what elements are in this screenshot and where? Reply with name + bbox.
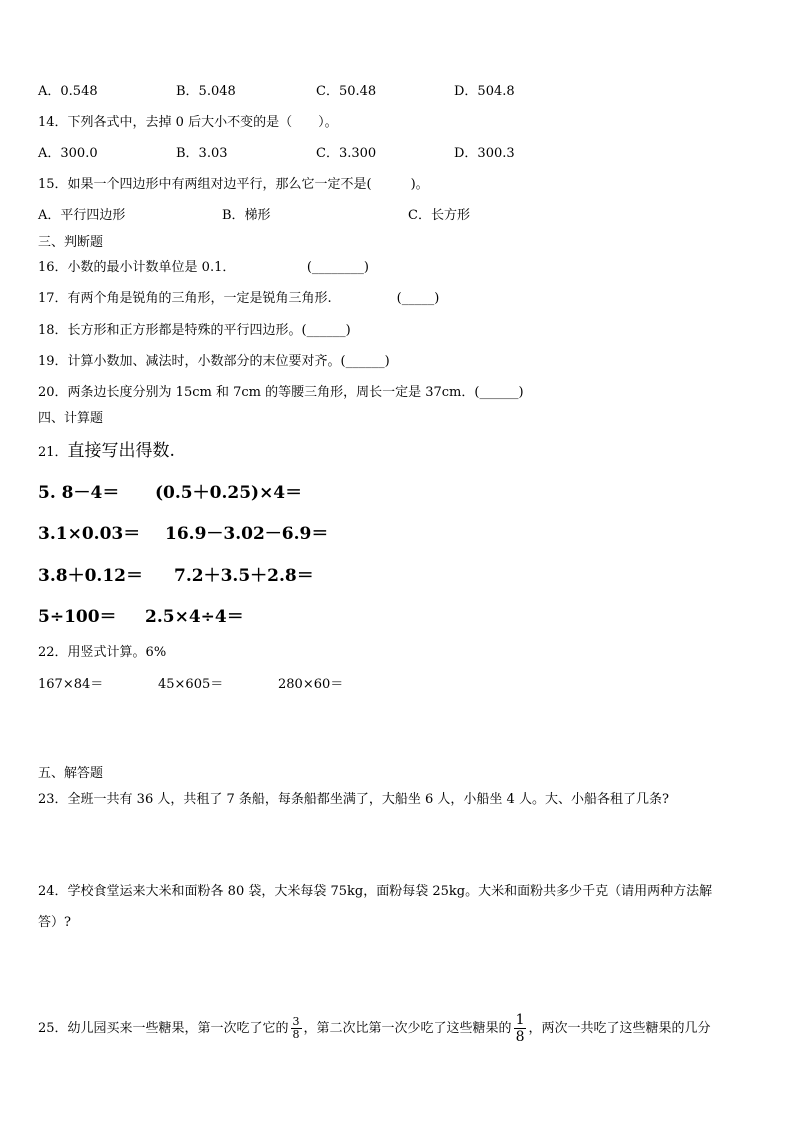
q25-fraction-2-denominator: 8 — [515, 1029, 525, 1045]
q21-heading — [38, 441, 175, 463]
q25-fraction-2 — [514, 1012, 527, 1045]
q14-option-c: C．3.300 — [316, 146, 377, 161]
calc-row-2-right: 16.9－3.02－6.9＝ — [165, 524, 329, 544]
q14-option-d: D．300.3 — [454, 146, 515, 161]
q19-text: 19．计算小数加、减法时，小数部分的末位要对齐。(______) — [38, 354, 390, 369]
q25-text — [38, 1012, 711, 1045]
calc-row-1-left: 5. 8－4＝ — [38, 483, 120, 503]
q15-option-c: C．长方形 — [408, 208, 470, 223]
calc-row-3-right: 7.2＋3.5＋2.8＝ — [174, 566, 314, 586]
q18-text: 18．长方形和正方形都是特殊的平行四边形。(______) — [38, 323, 351, 338]
section-heading-judgement: 三、判断题 — [38, 235, 104, 250]
calc-row-4-left: 5÷100＝ — [38, 607, 117, 627]
q15-option-a: A．平行四边形 — [38, 208, 126, 223]
q25-part-1: 25．幼儿园买来一些糖果，第一次吃了它的 — [38, 1021, 289, 1036]
q22-item-3: 280×60＝ — [278, 677, 344, 692]
calc-row-4-right: 2.5×4÷4＝ — [145, 607, 244, 627]
q22-text: 22．用竖式计算。6% — [38, 645, 167, 660]
q14-option-a: A．300.0 — [38, 146, 98, 161]
q21-number: 21． — [38, 445, 68, 460]
calc-row-1-right: (0.5＋0.25)×4＝ — [155, 483, 303, 503]
q20-text: 20．两条边长度分别为 15cm 和 7cm 的等腰三角形，周长一定是 37cm．(______) — [38, 385, 524, 400]
q21-title: 直接写出得数. — [67, 441, 175, 461]
q25-part-2: ，第二次比第一次少吃了这些糖果的 — [303, 1021, 512, 1036]
section-heading-calculation: 四、计算题 — [38, 411, 104, 426]
q25-fraction-1-numerator: 3 — [292, 1015, 300, 1028]
q16-text: 16．小数的最小计数单位是 0.1． (________) — [38, 260, 369, 275]
q15-text: 15．如果一个四边形中有两组对边平行，那么它一定不是( )。 — [38, 177, 429, 192]
q13-option-a: A．0.548 — [38, 84, 98, 99]
q14-option-b: B．3.03 — [176, 146, 228, 161]
q25-fraction-1-denominator: 8 — [292, 1028, 300, 1041]
q25-fraction-2-numerator: 1 — [515, 1012, 525, 1028]
q23-text: 23．全班一共有 36 人，共租了 7 条船，每条船都坐满了，大船坐 6 人，小船坐 4 人。大、小船各租了几条? — [38, 792, 669, 807]
calc-row-3-left: 3.8＋0.12＝ — [38, 566, 143, 586]
q25-fraction-1 — [291, 1016, 302, 1041]
q25-part-3: ，两次一共吃了这些糖果的几分 — [528, 1021, 711, 1036]
q13-option-b: B．5.048 — [176, 84, 236, 99]
q14-text: 14．下列各式中，去掉 0 后大小不变的是（ ）。 — [38, 115, 338, 130]
q15-option-b: B．梯形 — [222, 208, 271, 223]
q22-item-1: 167×84＝ — [38, 677, 104, 692]
q17-text: 17．有两个角是锐角的三角形，一定是锐角三角形. (_____) — [38, 291, 440, 306]
q22-item-2: 45×605＝ — [158, 677, 224, 692]
q24-text-line-1: 24．学校食堂运来大米和面粉各 80 袋，大米每袋 75kg，面粉每袋 25kg。大米和面粉共多少千克（请用两种方法解 — [38, 884, 713, 899]
q24-text-line-2: 答）? — [38, 915, 71, 930]
section-heading-word-problems: 五、解答题 — [38, 766, 104, 781]
calc-row-2-left: 3.1×0.03＝ — [38, 524, 141, 544]
q13-option-c: C．50.48 — [316, 84, 377, 99]
q13-option-d: D．504.8 — [454, 84, 515, 99]
